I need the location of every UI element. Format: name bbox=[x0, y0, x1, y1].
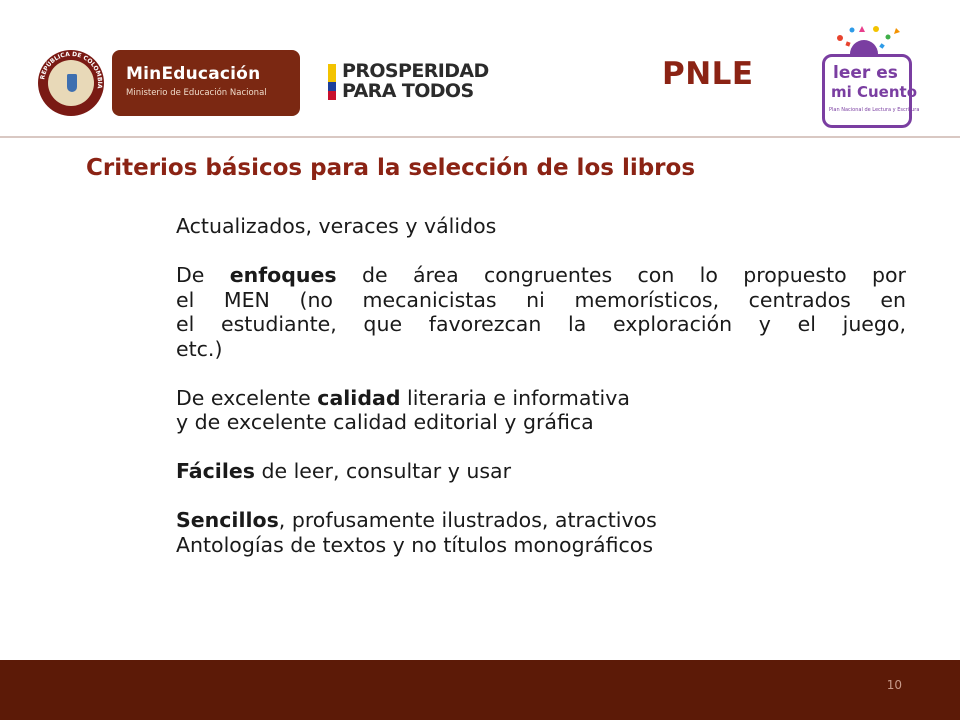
criterion-2-line-4: etc.) bbox=[176, 336, 223, 361]
criterion-5-line-2: Antologías de textos y no títulos monográficos bbox=[176, 532, 653, 557]
ministry-subtitle: Ministerio de Educación Nacional bbox=[126, 88, 267, 98]
criterion-5-keyword: Sencillos bbox=[176, 508, 279, 532]
criterion-2-keyword: enfoques bbox=[229, 263, 337, 287]
campaign-badge bbox=[822, 54, 920, 128]
criterion-4 bbox=[176, 459, 906, 484]
campaign-caption: Plan Nacional de Lectura y Escritura bbox=[829, 107, 920, 113]
criterion-4-line-1 bbox=[176, 459, 906, 484]
slide-header bbox=[0, 0, 960, 138]
criterion-2-line-2: el MEN (no mecanicistas ni memorísticos, centrados en bbox=[176, 287, 906, 312]
criterion-3-line-2: y de excelente calidad editorial y gráfica bbox=[176, 410, 594, 434]
confetti-decoration-icon bbox=[818, 24, 910, 58]
ministry-logo bbox=[112, 50, 300, 116]
criterion-5-line-1 bbox=[176, 508, 906, 533]
criterion-5 bbox=[176, 508, 906, 557]
page-number: 10 bbox=[886, 678, 902, 692]
criterion-5-rest: , profusamente ilustrados, atractivos bbox=[278, 508, 657, 532]
slide-footer bbox=[0, 660, 960, 720]
criterion-4-rest: de leer, consultar y usar bbox=[254, 459, 512, 483]
prosperity-line-2: PARA TODOS bbox=[342, 80, 474, 102]
criterion-2-line-3: el estudiante, que favorezcan la exploración y el juego, bbox=[176, 312, 906, 336]
campaign-line-1: leer es bbox=[833, 63, 898, 83]
ministry-title: MinEducación bbox=[126, 64, 261, 84]
criterion-2-line-1 bbox=[176, 263, 906, 288]
criterion-1-text: Actualizados, veraces y válidos bbox=[176, 214, 497, 238]
shield-icon bbox=[67, 74, 77, 92]
prosperity-line-1: PROSPERIDAD bbox=[342, 60, 489, 82]
header-divider bbox=[0, 136, 960, 138]
criterion-3-rest: literaria e informativa bbox=[400, 385, 630, 410]
criterion-3 bbox=[176, 386, 906, 435]
colombia-flag-icon bbox=[328, 64, 336, 100]
seal-text: REPÚBLICA DE COLOMBIA bbox=[39, 50, 104, 90]
criterion-2 bbox=[176, 263, 906, 361]
colombia-seal-logo bbox=[38, 50, 104, 116]
leer-es-mi-cuento-logo bbox=[818, 24, 920, 126]
criterion-1 bbox=[176, 214, 906, 239]
criterion-4-keyword: Fáciles bbox=[176, 459, 255, 483]
criterion-3-prefix: De excelente bbox=[176, 385, 318, 410]
criterion-2-prefix: De bbox=[176, 263, 230, 287]
criterion-3-line-1 bbox=[176, 386, 906, 411]
campaign-line-2: mi Cuento bbox=[831, 83, 918, 101]
prosperity-logo bbox=[328, 62, 498, 104]
criterion-2-rest: de área congruentes con lo propuesto por bbox=[336, 263, 906, 287]
criterion-3-keyword: calidad bbox=[317, 385, 401, 410]
seal-emblem bbox=[48, 60, 94, 106]
slide-title: Criterios básicos para la selección de los libros bbox=[86, 155, 696, 181]
program-title: PNLE bbox=[662, 56, 754, 92]
slide-body bbox=[176, 214, 906, 557]
